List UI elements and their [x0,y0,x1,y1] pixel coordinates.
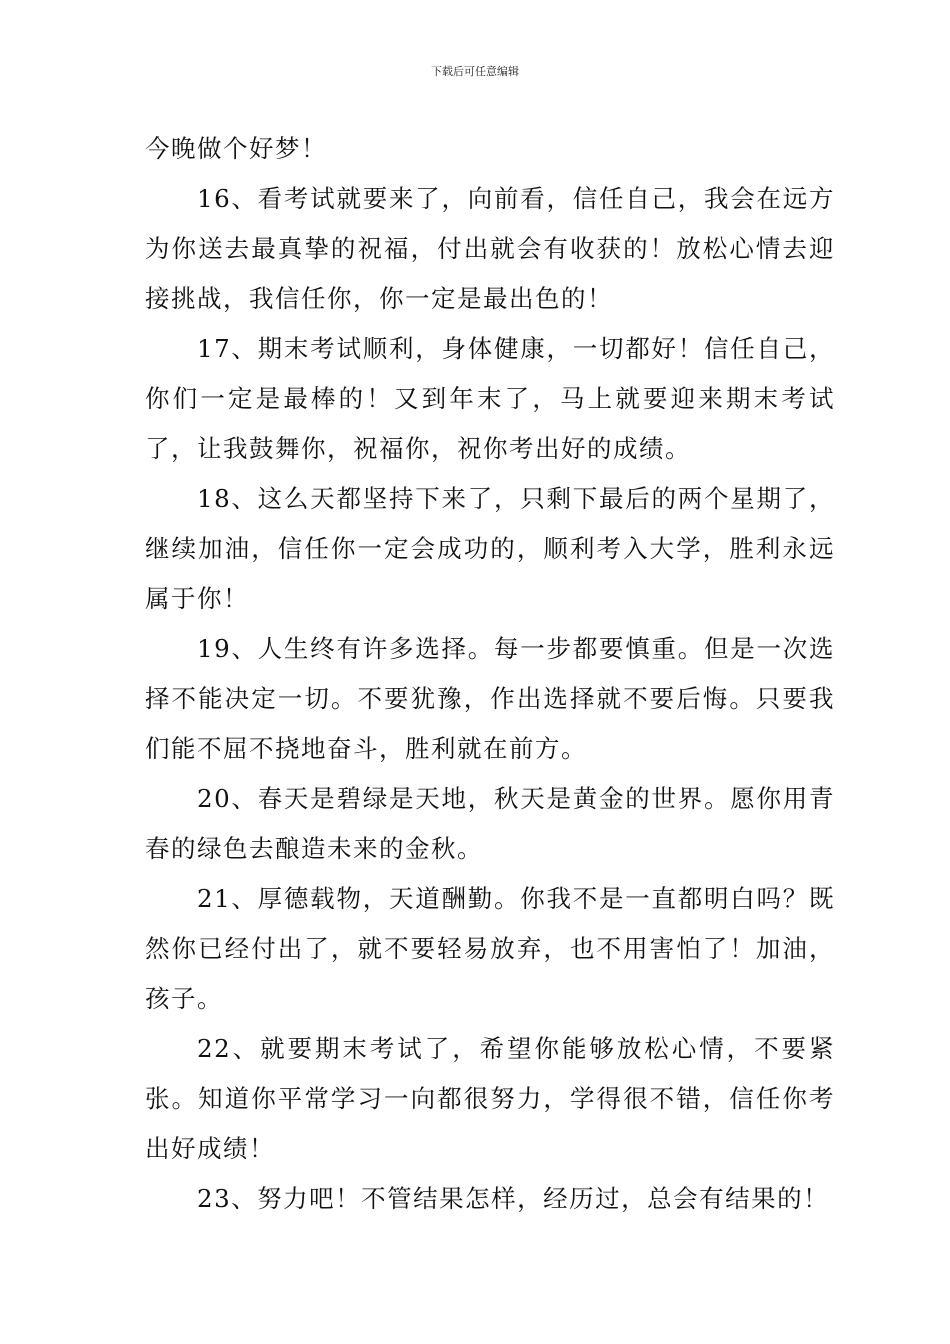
paragraph-23: 23、努力吧！不管结果怎样，经历过，总会有结果的！ [197,1184,830,1213]
paragraph-16: 16、看考试就要来了，向前看，信任自己，我会在远方为你送去最真挚的祝福，付出就会有收获的！放松心情去迎接挑战，我信任你，你一定是最出色的！ [145,184,835,313]
paragraph-17: 17、期末考试顺利，身体健康，一切都好！信任自己，你们一定是最棒的！又到年末了，马上就要迎来期末考试了，让我鼓舞你，祝福你，祝你考出好的成绩。 [145,334,835,463]
document-body [145,124,835,1224]
paragraph-continuation: 今晚做个好梦！ [145,134,327,163]
page-header: 下载后可任意编辑 [431,65,519,78]
paragraph-21: 21、厚德载物，天道酬勤。你我不是一直都明白吗？既然你已经付出了，就不要轻易放弃，也不用害怕了！加油，孩子。 [145,884,835,1013]
paragraph-19: 19、人生终有许多选择。每一步都要慎重。但是一次选择不能决定一切。不要犹豫，作出选择就不要后悔。只要我们能不屈不挠地奋斗，胜利就在前方。 [145,634,835,763]
paragraph-20: 20、春天是碧绿是天地，秋天是黄金的世界。愿你用青春的绿色去酿造未来的金秋。 [145,784,835,863]
paragraph-22: 22、就要期末考试了，希望你能够放松心情，不要紧张。知道你平常学习一向都很努力，学得很不错，信任你考出好成绩！ [145,1034,835,1163]
paragraph-18: 18、这么天都坚持下来了，只剩下最后的两个星期了，继续加油，信任你一定会成功的，顺利考入大学，胜利永远属于你！ [145,484,835,613]
